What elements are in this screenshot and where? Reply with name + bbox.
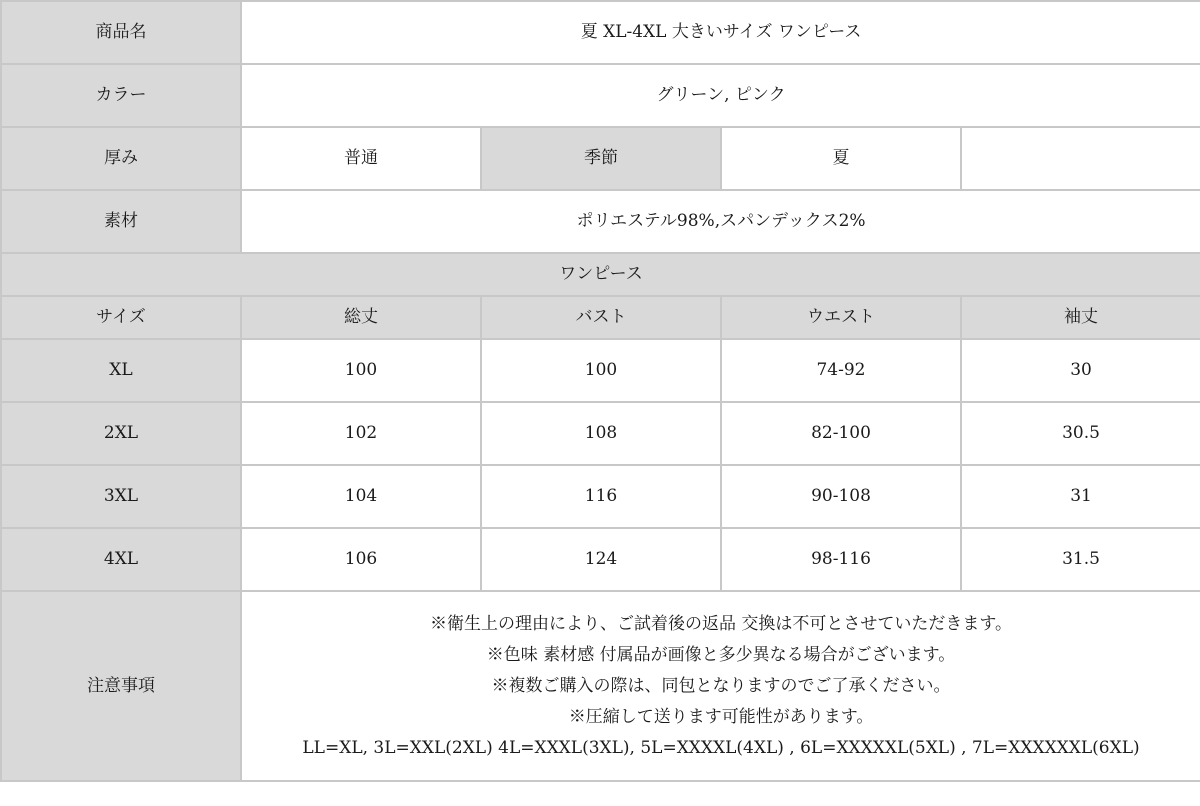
length-cell: 106 (241, 528, 481, 591)
waist-cell: 98-116 (721, 528, 961, 591)
length-cell: 104 (241, 465, 481, 528)
table-row (1, 528, 1200, 591)
material-label: 素材 (1, 190, 241, 253)
bust-cell: 100 (481, 339, 721, 402)
color-label: カラー (1, 64, 241, 127)
bust-cell: 108 (481, 402, 721, 465)
size-cell: 4XL (1, 528, 241, 591)
waist-cell: 90-108 (721, 465, 961, 528)
table-row (1, 465, 1200, 528)
sleeve-cell: 30 (961, 339, 1200, 402)
length-cell: 102 (241, 402, 481, 465)
material-value: ポリエステル98%,スパンデックス2% (241, 190, 1200, 253)
waist-cell: 74-92 (721, 339, 961, 402)
bust-cell: 124 (481, 528, 721, 591)
header-sleeve: 袖丈 (961, 296, 1200, 339)
empty-cell (961, 127, 1200, 190)
size-table-title: ワンピース (1, 253, 1200, 296)
thickness-label: 厚み (1, 127, 241, 190)
row-material (1, 190, 1200, 253)
notes-label: 注意事項 (1, 591, 241, 781)
season-label: 季節 (481, 127, 721, 190)
note-line: ※圧縮して送ります可能性があります。 (568, 706, 874, 727)
header-waist: ウエスト (721, 296, 961, 339)
product-name-value: 夏 XL-4XL 大きいサイズ ワンピース (241, 1, 1200, 64)
bust-cell: 116 (481, 465, 721, 528)
size-cell: XL (1, 339, 241, 402)
sleeve-cell: 31.5 (961, 528, 1200, 591)
table-row (1, 402, 1200, 465)
notes-content (241, 591, 1200, 781)
header-size: サイズ (1, 296, 241, 339)
size-cell: 3XL (1, 465, 241, 528)
length-cell: 100 (241, 339, 481, 402)
waist-cell: 82-100 (721, 402, 961, 465)
size-cell: 2XL (1, 402, 241, 465)
product-name-label: 商品名 (1, 1, 241, 64)
note-line: ※色味 素材感 付属品が画像と多少異なる場合がございます。 (486, 644, 956, 665)
color-value: グリーン, ピンク (241, 64, 1200, 127)
sleeve-cell: 30.5 (961, 402, 1200, 465)
thickness-value: 普通 (241, 127, 481, 190)
sleeve-cell: 31 (961, 465, 1200, 528)
row-product-name (1, 1, 1200, 64)
note-line: ※衛生上の理由により、ご試着後の返品 交換は不可とさせていただきます。 (430, 613, 1013, 634)
header-bust: バスト (481, 296, 721, 339)
table-row (1, 339, 1200, 402)
header-length: 総丈 (241, 296, 481, 339)
note-line: LL=XL, 3L=XXL(2XL) 4L=XXXL(3XL), 5L=XXXXL(4XL) , 6L=XXXXXL(5XL) , 7L=XXXXXXL(6XL) (302, 737, 1140, 758)
row-thickness-season (1, 127, 1200, 190)
row-size-table-title (1, 253, 1200, 296)
season-value: 夏 (721, 127, 961, 190)
size-table-header (1, 296, 1200, 339)
row-notes (1, 591, 1200, 781)
row-color (1, 64, 1200, 127)
note-line: ※複数ご購入の際は、同包となりますのでご了承ください。 (491, 675, 951, 696)
